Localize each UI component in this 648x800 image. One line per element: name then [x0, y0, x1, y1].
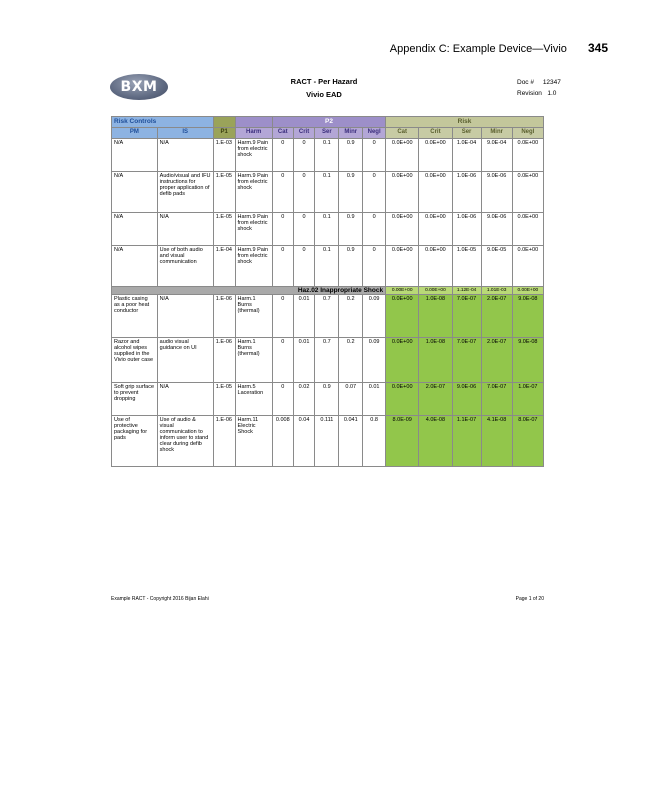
table-cell: 0.9 [339, 139, 363, 172]
group-header-row [112, 117, 544, 128]
table-cell: 0.041 [339, 416, 363, 467]
table-row [112, 295, 544, 338]
table-cell: 0.0E+00 [419, 139, 452, 172]
table-cell: 4.0E-08 [419, 416, 452, 467]
table-cell: Soft grip surface to prevent dropping [112, 383, 158, 416]
table-cell: 0.02 [293, 383, 315, 416]
hazard-summary-row [112, 287, 544, 295]
table-cell: 1.0E-08 [419, 295, 452, 338]
revision-label: Revision [517, 90, 542, 97]
table-cell: 2.0E-07 [481, 338, 512, 383]
table-cell: Use of audio & visual communication to inform user to stand clear during defib shock [157, 416, 213, 467]
table-cell: 1.E-05 [213, 383, 235, 416]
risk-controls-header: Risk Controls [112, 117, 214, 128]
column-header: Negl [512, 128, 543, 139]
table-cell: 0.04 [293, 416, 315, 467]
table-cell: 0 [272, 295, 293, 338]
doc-number-label: Doc # [517, 79, 534, 86]
table-cell: 0 [272, 213, 293, 246]
table-cell: 4.1E-08 [481, 416, 512, 467]
table-cell: 0.0E+00 [386, 172, 419, 213]
footer-page: Page 1 of 20 [515, 596, 544, 602]
column-header: Crit [419, 128, 452, 139]
table-cell: N/A [157, 139, 213, 172]
table-cell: 0.0E+00 [386, 139, 419, 172]
table-cell: 9.0E-08 [512, 338, 543, 383]
table-cell: 1.E-06 [213, 338, 235, 383]
table-cell: 0 [272, 383, 293, 416]
doc-number-value: 12347 [542, 79, 561, 86]
table-row [112, 246, 544, 287]
table-cell: 0.9 [339, 246, 363, 287]
table-row [112, 139, 544, 172]
table-cell: 1.0E-05 [452, 246, 481, 287]
column-header: Cat [386, 128, 419, 139]
table-cell: 9.0E-05 [481, 246, 512, 287]
table-cell: 8.0E-07 [512, 416, 543, 467]
harm-group-header [235, 117, 272, 128]
table-cell: 1.0E-08 [419, 338, 452, 383]
table-cell: Harm.9 Pain from electric shock [235, 246, 272, 287]
running-header-title: Appendix C: Example Device—Vivio [389, 43, 567, 55]
table-cell: 1.0E-04 [452, 139, 481, 172]
table-cell: N/A [157, 213, 213, 246]
table-cell: 0.2 [339, 295, 363, 338]
table-cell: 1.1E-07 [452, 416, 481, 467]
column-header: Harm [235, 128, 272, 139]
column-header-row [112, 128, 544, 139]
table-cell: 0.01 [293, 295, 315, 338]
column-header: Minr [481, 128, 512, 139]
table-cell: 0.01 [363, 383, 386, 416]
page-number: 345 [587, 41, 608, 55]
table-cell: 1.0E-07 [512, 383, 543, 416]
table-cell: Use of both audio and visual communication [157, 246, 213, 287]
table-cell: 7.0E-07 [452, 295, 481, 338]
ract-table [111, 116, 544, 467]
column-header: Cat [272, 128, 293, 139]
column-header: Ser [315, 128, 339, 139]
table-cell: 0.2 [339, 338, 363, 383]
hazard-summary-value: 0.00E+00 [386, 287, 419, 295]
table-cell: 0 [293, 246, 315, 287]
table-cell: N/A [112, 246, 158, 287]
column-header: Ser [452, 128, 481, 139]
table-cell: 0 [272, 172, 293, 213]
table-cell: 0.07 [339, 383, 363, 416]
table-cell: 0 [363, 172, 386, 213]
table-cell: 0.9 [339, 213, 363, 246]
table-cell: Audio/visual and IFU instructions for proper application of defib pads [157, 172, 213, 213]
table-cell: N/A [157, 383, 213, 416]
table-cell: 1.E-05 [213, 172, 235, 213]
table-cell: 0.0E+00 [512, 246, 543, 287]
table-cell: 9.0E-08 [512, 295, 543, 338]
column-header: IS [157, 128, 213, 139]
table-cell: 0.0E+00 [386, 295, 419, 338]
table-cell: Harm.9 Pain from electric shock [235, 172, 272, 213]
title-line-2: Vivio EAD [306, 90, 342, 99]
table-cell: 0 [293, 139, 315, 172]
table-cell: 2.0E-07 [481, 295, 512, 338]
table-cell: 0 [272, 338, 293, 383]
table-cell: 0.7 [315, 295, 339, 338]
table-row [112, 213, 544, 246]
table-row [112, 172, 544, 213]
table-cell: 0.0E+00 [419, 213, 452, 246]
table-cell: Harm.1 Burns (thermal) [235, 338, 272, 383]
table-cell: 7.0E-07 [452, 338, 481, 383]
table-cell: Harm.1 Burns (thermal) [235, 295, 272, 338]
table-cell: 9.0E-06 [481, 172, 512, 213]
table-cell: N/A [112, 172, 158, 213]
table-cell: N/A [112, 213, 158, 246]
table-cell: 0.0E+00 [386, 246, 419, 287]
table-cell: 1.E-06 [213, 295, 235, 338]
column-header: Minr [339, 128, 363, 139]
table-cell: 0.0E+00 [386, 338, 419, 383]
table-cell: 0.9 [315, 383, 339, 416]
table-cell: 0.0E+00 [512, 213, 543, 246]
table-cell: Harm.9 Pain from electric shock [235, 139, 272, 172]
table-cell: 0.09 [363, 338, 386, 383]
table-cell: 1.E-03 [213, 139, 235, 172]
column-header: Negl [363, 128, 386, 139]
table-cell: 2.0E-07 [419, 383, 452, 416]
document-info [517, 77, 561, 99]
table-cell: N/A [112, 139, 158, 172]
table-cell: 0.09 [363, 295, 386, 338]
table-cell: 1.0E-06 [452, 213, 481, 246]
table-cell: 0.0E+00 [419, 172, 452, 213]
table-cell: 0 [363, 139, 386, 172]
table-cell: 9.0E-06 [452, 383, 481, 416]
table-cell: 0 [363, 213, 386, 246]
table-cell: N/A [157, 295, 213, 338]
table-cell: 7.0E-07 [481, 383, 512, 416]
table-cell: 0.1 [315, 246, 339, 287]
table-cell: 0.0E+00 [386, 383, 419, 416]
table-cell: 0.008 [272, 416, 293, 467]
table-row [112, 383, 544, 416]
title-line-1: RACT - Per Hazard [290, 77, 358, 86]
table-cell: 0 [293, 172, 315, 213]
table-cell: 0 [272, 139, 293, 172]
table-cell: 0.0E+00 [386, 213, 419, 246]
column-header: PM [112, 128, 158, 139]
column-header: Crit [293, 128, 315, 139]
table-cell: 0.01 [293, 338, 315, 383]
table-cell: 0.0E+00 [512, 139, 543, 172]
table-cell: Use of protective packaging for pads [112, 416, 158, 467]
table-cell: 0.0E+00 [419, 246, 452, 287]
table-cell: 0.0E+00 [512, 172, 543, 213]
table-cell: 0.1 [315, 139, 339, 172]
p2-group-header: P2 [272, 117, 385, 128]
table-cell: 1.0E-06 [452, 172, 481, 213]
table-cell: 0.7 [315, 338, 339, 383]
table-cell: 0.8 [363, 416, 386, 467]
table-cell: 0.9 [339, 172, 363, 213]
running-header [390, 41, 608, 55]
table-cell: Harm.9 Pain from electric shock [235, 213, 272, 246]
table-cell: Harm.11 Electric Shock [235, 416, 272, 467]
table-cell: 0.1 [315, 172, 339, 213]
hazard-summary-value: 1.01E-03 [481, 287, 512, 295]
table-cell: 0 [363, 246, 386, 287]
footer-copyright: Example RACT - Copyright 2016 Bijan Elahi [111, 596, 209, 602]
table-cell: 1.E-04 [213, 246, 235, 287]
table-cell: 9.0E-04 [481, 139, 512, 172]
table-cell: 0.111 [315, 416, 339, 467]
table-cell: 0 [272, 246, 293, 287]
table-cell: 8.0E-09 [386, 416, 419, 467]
table-row [112, 338, 544, 383]
table-cell: 9.0E-06 [481, 213, 512, 246]
table-cell: 1.E-06 [213, 416, 235, 467]
hazard-summary-value: 1.12E-04 [452, 287, 481, 295]
bxm-logo: BXM [110, 74, 168, 100]
table-row [112, 416, 544, 467]
table-cell: Razor and alcohol wipes supplied in the Vivio outer case [112, 338, 158, 383]
risk-group-header: Risk [386, 117, 544, 128]
table-cell: audio visual guidance on UI [157, 338, 213, 383]
table-cell: 1.E-05 [213, 213, 235, 246]
table-cell: 0 [293, 213, 315, 246]
p1-group-header [213, 117, 235, 128]
hazard-summary-value: 0.00E+00 [512, 287, 543, 295]
column-header: P1 [213, 128, 235, 139]
hazard-summary-label: Haz.02 Inappropriate Shock [112, 287, 386, 295]
table-cell: Harm.5 Laceration [235, 383, 272, 416]
table-cell: Plastic casing as a poor heat conductor [112, 295, 158, 338]
revision-value: 1.0 [547, 90, 557, 97]
hazard-summary-value: 0.00E+00 [419, 287, 452, 295]
table-cell: 0.1 [315, 213, 339, 246]
